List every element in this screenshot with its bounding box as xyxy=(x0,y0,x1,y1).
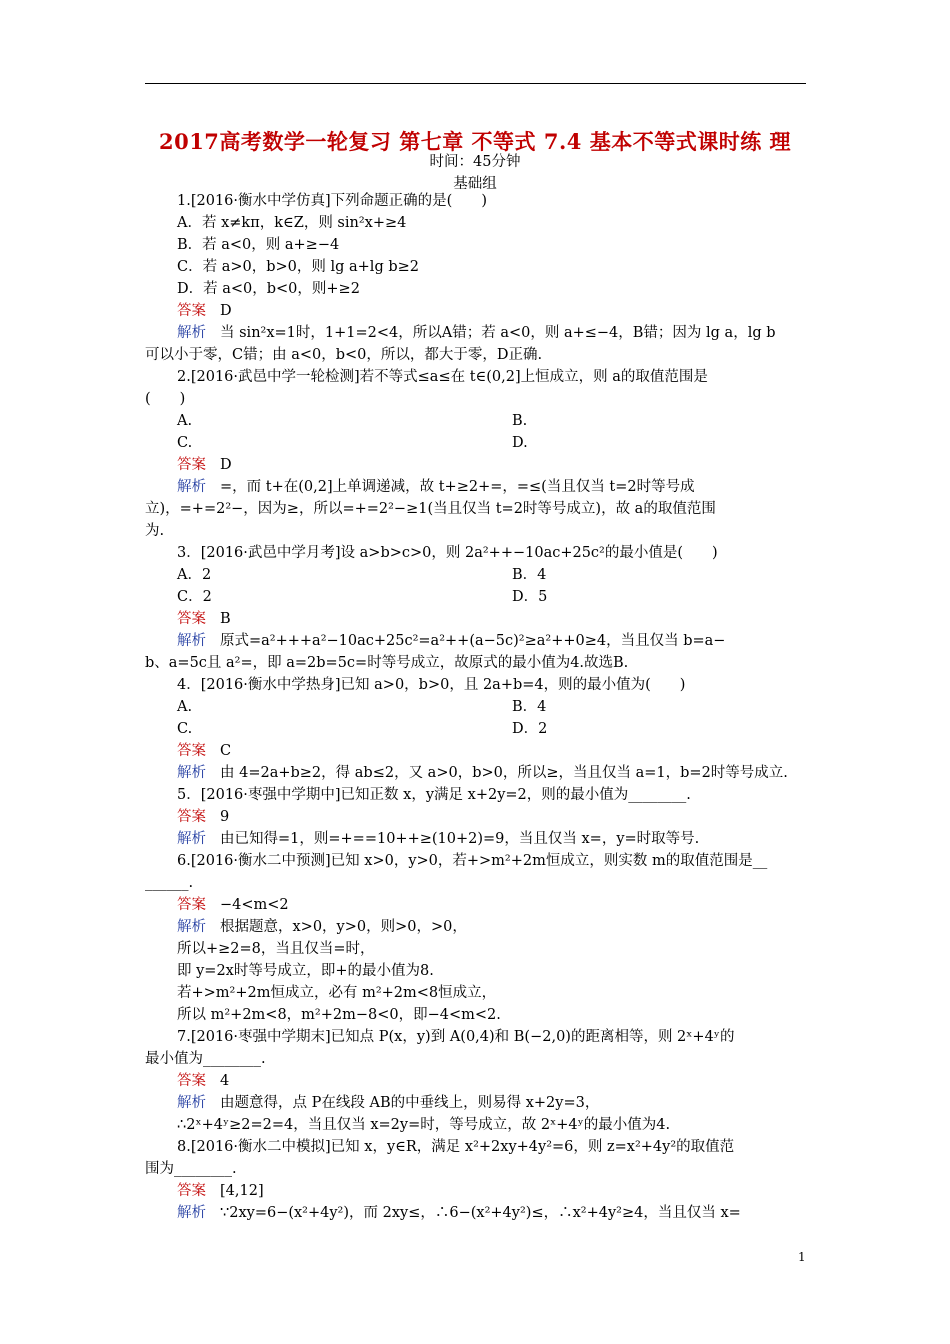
analysis-label: 解析 xyxy=(177,831,206,847)
q4-option-b: B．4 xyxy=(512,699,547,715)
question-8-cont: 围为________. xyxy=(145,1161,237,1177)
q6-analysis-line-2: 所以+≥2=8，当且仅当=时， xyxy=(177,941,375,957)
q2-option-c: C. xyxy=(177,435,193,451)
analysis-label: 解析 xyxy=(177,1205,206,1221)
q6-analysis-line-3: 即 y=2x时等号成立，即+的最小值为8. xyxy=(177,963,434,979)
answer-label: 答案 xyxy=(177,457,206,473)
q6-analysis-line-4: 若+>m²+2m恒成立，必有 m²+2m<8恒成立， xyxy=(177,985,497,1001)
answer-label: 答案 xyxy=(177,743,206,759)
q3-analysis: 解析 原式=a²+++a²−10ac+25c²=a²++(a−5c)²≥a²++0≥4，当且仅当 b=a− xyxy=(177,633,726,649)
q2-option-b: B. xyxy=(512,413,528,429)
q4-answer: 答案 C xyxy=(177,743,232,759)
q7-analysis: 解析 由题意得，点 P在线段 AB的中垂线上，则易得 x+2y=3， xyxy=(177,1095,600,1111)
q8-analysis: 解析 ∵2xy=6−(x²+4y²)，而 2xy≤，∴6−(x²+4y²)≤，∴x²+4y²≥4，当且仅当 x= xyxy=(177,1205,741,1221)
q3-option-c: C．2 xyxy=(177,589,212,605)
analysis-label: 解析 xyxy=(177,1095,206,1111)
analysis-label: 解析 xyxy=(177,325,206,341)
q3-option-a: A．2 xyxy=(177,567,212,583)
q4-option-c: C. xyxy=(177,721,193,737)
q1-option-b: B．若 a<0，则 a+≥−4 xyxy=(177,237,340,253)
question-5: 5．[2016·枣强中学期中]已知正数 x，y满足 x+2y=2，则的最小值为________. xyxy=(177,787,691,803)
q1-option-c: C．若 a>0，b>0，则 lg a+lg b≥2 xyxy=(177,259,419,275)
answer-label: 答案 xyxy=(177,1183,206,1199)
q1-analysis: 解析 当 sin²x=1时，1+1=2<4，所以A错；若 a<0，则 a+≤−4，B错；因为 lg a，lg b xyxy=(177,325,776,341)
q1-option-d: D．若 a<0，b<0，则+≥2 xyxy=(177,281,360,297)
analysis-label: 解析 xyxy=(177,765,206,781)
answer-label: 答案 xyxy=(177,897,206,913)
q2-option-a: A. xyxy=(177,413,193,429)
q3-option-d: D．5 xyxy=(512,589,548,605)
q4-analysis: 解析 由 4=2a+b≥2，得 ab≤2，又 a>0，b>0，所以≥，当且仅当 a=1，b=2时等号成立. xyxy=(177,765,788,781)
question-8: 8.[2016·衡水二中模拟]已知 x，y∈R，满足 x²+2xy+4y²=6，则 z=x²+4y²的取值范 xyxy=(177,1139,735,1155)
q7-analysis-line-2: ∴2ˣ+4ʸ≥2=2=4，当且仅当 x=2y=时，等号成立，故 2ˣ+4ʸ的最小值为4. xyxy=(177,1117,671,1133)
q5-answer: 答案 9 xyxy=(177,809,230,825)
q1-analysis-cont: 可以小于零，C错；由 a<0，b<0，所以，都大于零，D正确. xyxy=(145,347,543,363)
question-7: 7.[2016·枣强中学期末]已知点 P(x，y)到 A(0,4)和 B(−2,0)的距离相等，则 2ˣ+4ʸ的 xyxy=(177,1029,735,1045)
q1-option-a: A．若 x≠kπ，k∈Z，则 sin²x+≥4 xyxy=(177,215,407,231)
section-heading: 基础组 xyxy=(453,176,497,192)
time-limit: 时间：45分钟 xyxy=(429,154,521,170)
page-title: 2017高考数学一轮复习 第七章 不等式 7.4 基本不等式课时练 理 xyxy=(158,129,792,154)
question-1: 1.[2016·衡水中学仿真]下列命题正确的是( ) xyxy=(177,193,487,209)
header-rule xyxy=(145,83,806,84)
q8-answer: 答案 [4,12] xyxy=(177,1183,264,1199)
q5-analysis: 解析 由已知得=1，则=+==10++≥(10+2)=9，当且仅当 x=，y=时取等号. xyxy=(177,831,700,847)
q6-analysis: 解析 根据题意，x>0，y>0，则>0，>0， xyxy=(177,919,467,935)
q3-answer: 答案 B xyxy=(177,611,231,627)
question-2: 2.[2016·武邑中学一轮检测]若不等式≤a≤在 t∈(0,2]上恒成立，则 a的取值范围是 xyxy=(177,369,708,385)
answer-label: 答案 xyxy=(177,303,206,319)
analysis-label: 解析 xyxy=(177,479,206,495)
q1-answer: 答案 D xyxy=(177,303,232,319)
answer-label: 答案 xyxy=(177,1073,206,1089)
answer-label: 答案 xyxy=(177,809,206,825)
q4-option-a: A. xyxy=(177,699,193,715)
q6-answer: 答案 −4<m<2 xyxy=(177,897,289,913)
question-6: 6.[2016·衡水二中预测]已知 x>0，y>0，若+>m²+2m恒成立，则实数 m的取值范围是__ xyxy=(177,853,768,869)
q2-analysis-cont: 立)，=+=2²−，因为≥，所以=+=2²−≥1(当且仅当 t=2时等号成立)，故 a的取值范围 xyxy=(145,501,716,517)
q2-answer: 答案 D xyxy=(177,457,232,473)
q7-answer: 答案 4 xyxy=(177,1073,230,1089)
q6-analysis-line-5: 所以 m²+2m<8，m²+2m−8<0，即−4<m<2. xyxy=(177,1007,501,1023)
page-number: 1 xyxy=(798,1250,806,1264)
question-3: 3．[2016·武邑中学月考]设 a>b>c>0，则 2a²++−10ac+25c²的最小值是( ) xyxy=(177,545,718,561)
question-2-cont: ( ) xyxy=(145,391,186,407)
q3-option-b: B．4 xyxy=(512,567,547,583)
q2-analysis-cont-2: 为. xyxy=(145,523,165,539)
question-4: 4．[2016·衡水中学热身]已知 a>0，b>0，且 2a+b=4，则的最小值为( ) xyxy=(177,677,686,693)
question-7-cont: 最小值为________. xyxy=(145,1051,266,1067)
question-6-cont: ______. xyxy=(145,875,194,891)
q2-analysis: 解析 =，而 t+在(0,2]上单调递减，故 t+≥2+=，=≤(当且仅当 t=2时等号成 xyxy=(177,479,695,495)
analysis-label: 解析 xyxy=(177,919,206,935)
q3-analysis-cont: b、a=5c且 a²=，即 a=2b=5c=时等号成立，故原式的最小值为4.故选B. xyxy=(145,655,629,671)
analysis-label: 解析 xyxy=(177,633,206,649)
q2-option-d: D. xyxy=(512,435,528,451)
answer-label: 答案 xyxy=(177,611,206,627)
q4-option-d: D．2 xyxy=(512,721,548,737)
